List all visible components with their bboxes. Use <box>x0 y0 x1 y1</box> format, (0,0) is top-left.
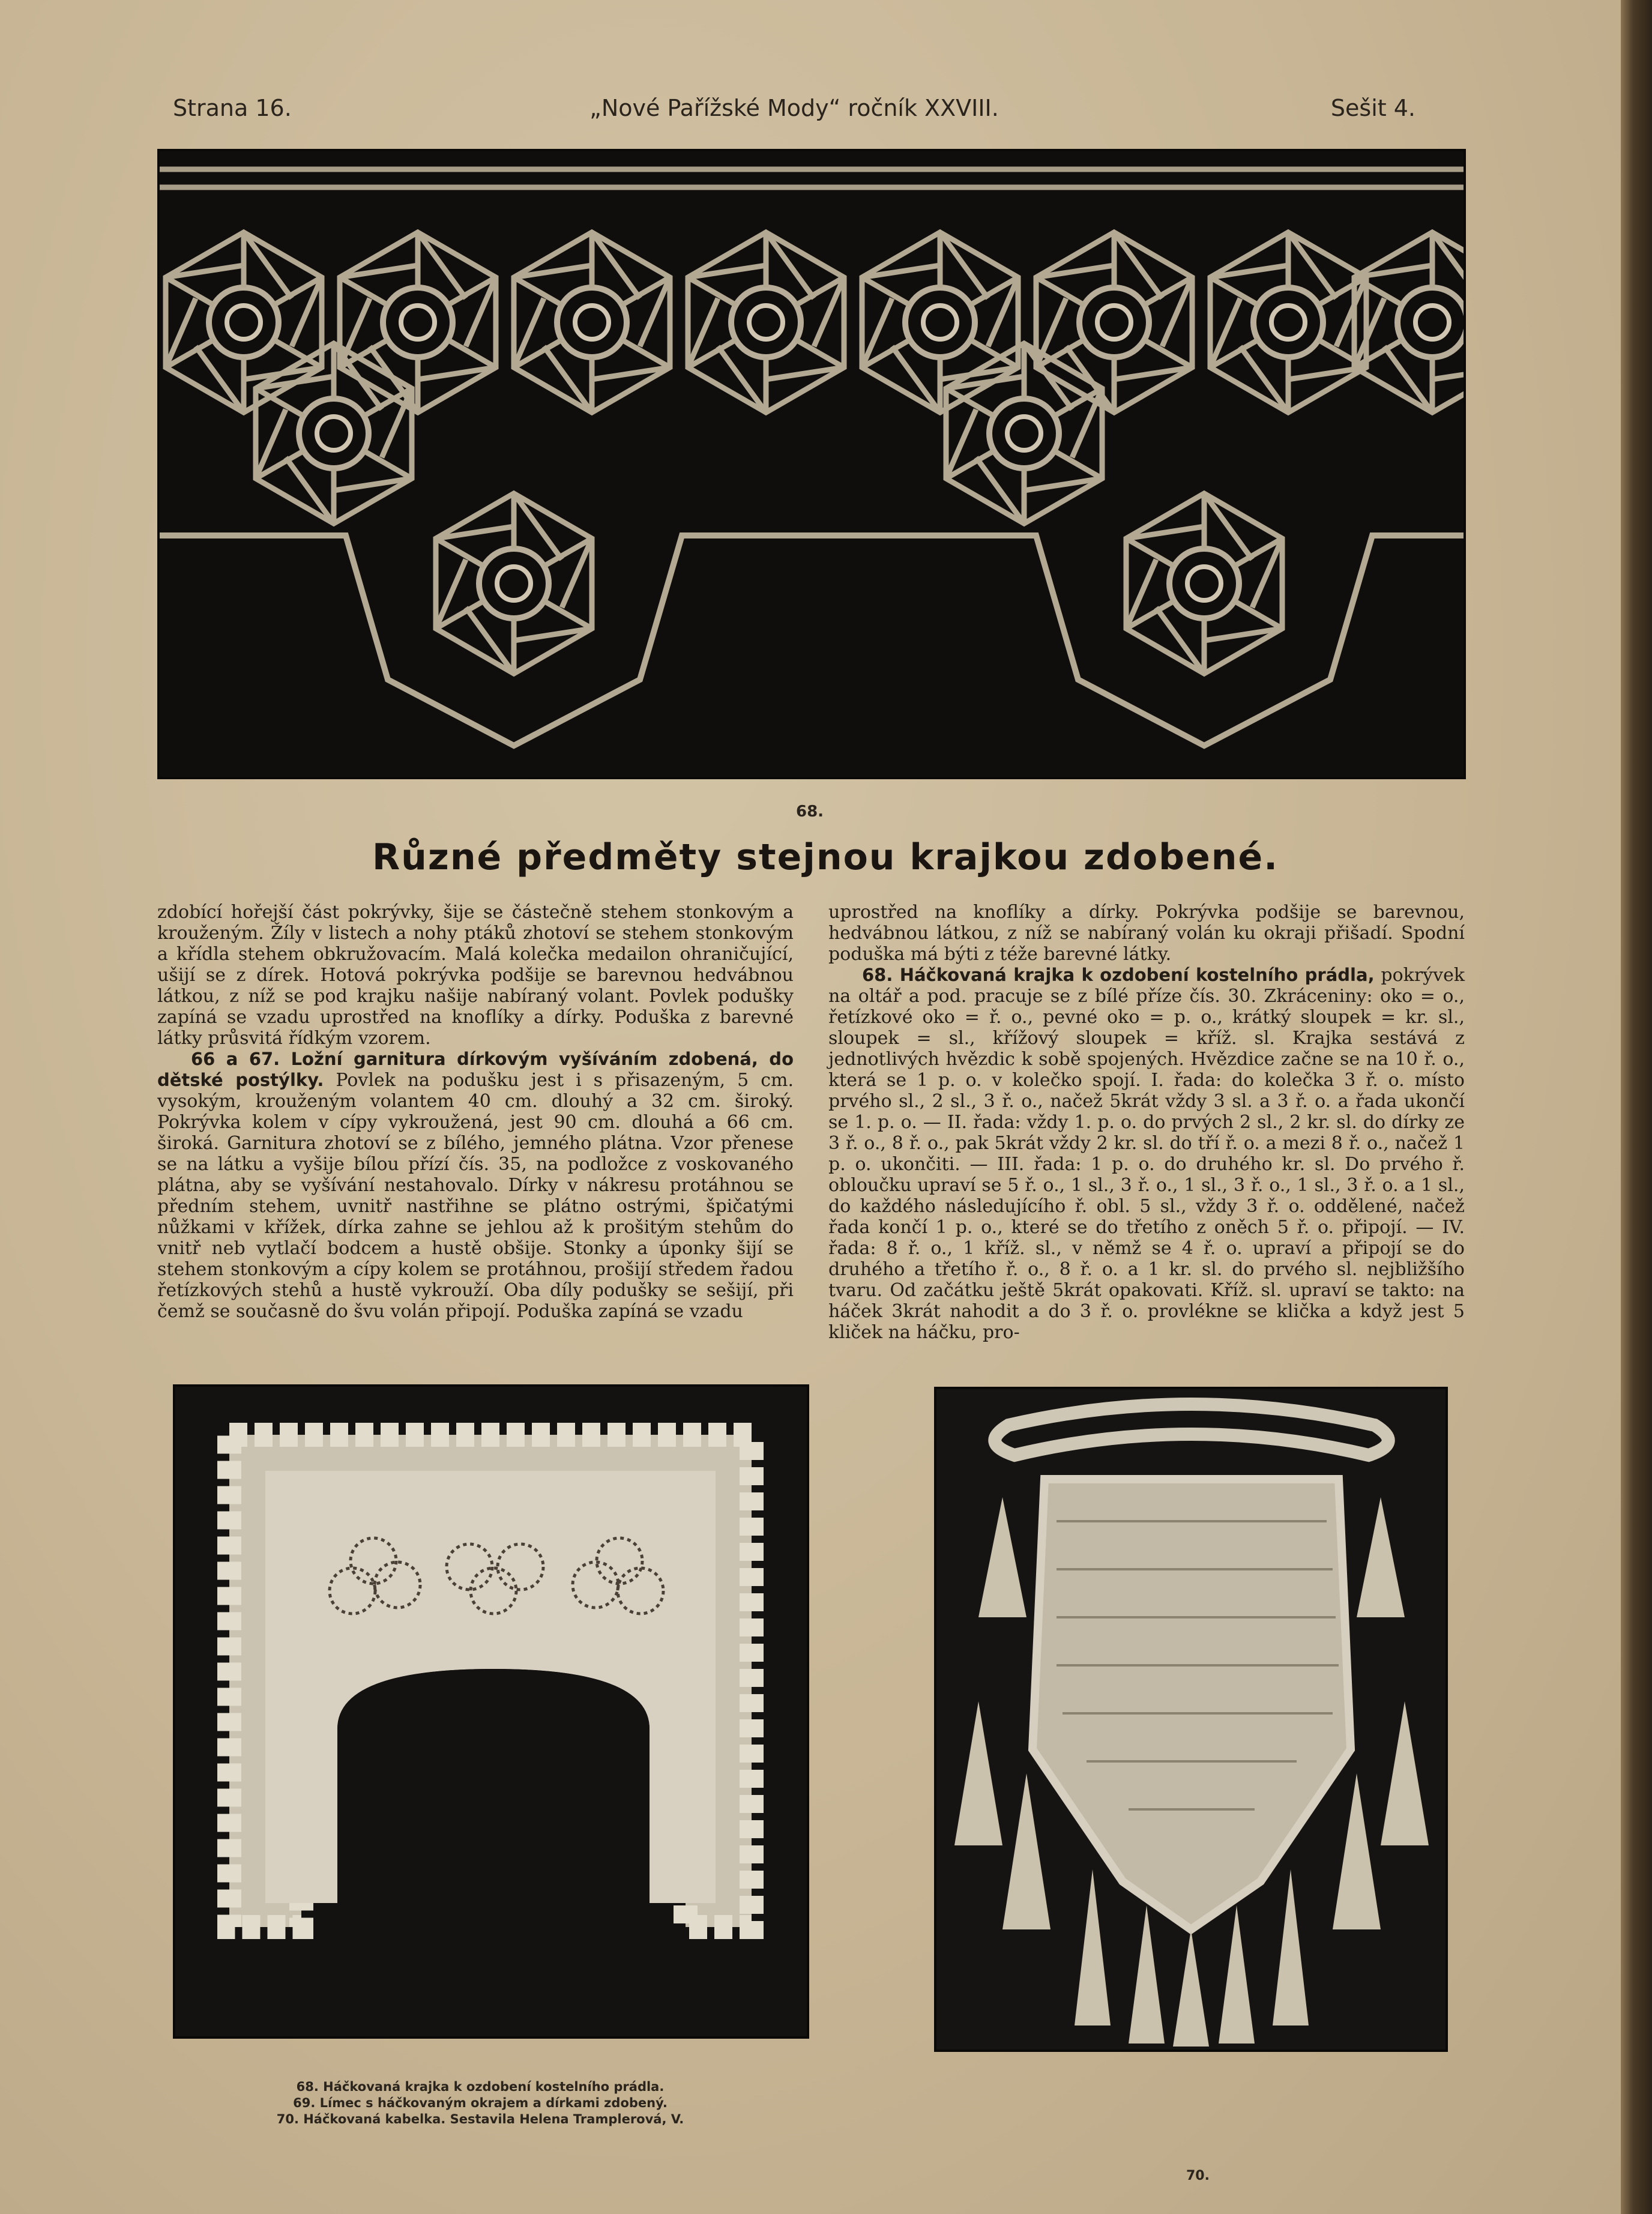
paragraph <box>157 1049 794 1322</box>
figure-number-68: 68. <box>796 803 824 821</box>
running-head <box>173 95 1415 131</box>
paragraph <box>828 965 1465 1343</box>
crochet-lace-border-photo <box>157 149 1466 779</box>
caption-70: 70. Háčkovaná kabelka. Sestavila Helena Tramplerová, V. <box>276 2112 684 2126</box>
figure-number-70: 70. <box>1186 2168 1210 2183</box>
paragraph-body: pokrývek na oltář a pod. pracuje se z bílé příze čís. 30. Zkráceniny: oko = o., řetízkové oko = ř. o., pevné oko = p. o., krátký sloupek = kr. sl., sloupek = sl., křížový sloupek = kříž. sl. Krajka sestává z jednotlivých hvězdic k sobě spojených. Hvězdice začne se na 10 ř. o., která se 1 p. o. v kolečko spojí. I. řada: do kolečka 3 ř. o. místo prvého sl., 2 sl., 3 ř. o., načež 5krát vždy 3 sl. a 3 ř. o. a řada ukončí se 1. p. o. — II. řada: vždy 1. p. o. do prvých 2 sl., 2 kr. sl. do dírky ze 3 ř. o., 8 ř. o., pak 5krát vždy 2 kr. sl. do tří ř. o. a mezi 8 ř. o., načež 1 p. o. ukončiti. — III. řada: 1 p. o. do druhého kr. sl. Do prvého ř. obloučku upraví se 5 ř. o., 1 sl., 3 ř. o., 1 sl., 3 ř. o., 1 sl., 3 ř. o. a 1 sl., do každého následujícího ř. obl. 5 sl., vždy 3 ř. o. oddělené, načež řada končí 1 p. o., které se do třetího z oněch 5 ř. o. připojí. — IV. řada: 8 ř. o., 1 kříž. sl., v němž se 4 ř. o. upraví a připojí se do druhého a třetího ř. o., 8 ř. o. a 1 kr. sl. do prvého sl. nejbližšího tvaru. Od začátku ještě 5krát opakovati. Kříž. sl. upraví se takto: na háček 3krát nahodit a do 3 ř. o. provlékne se klička a když jest 5 kliček na háčku, pro- <box>828 965 1465 1343</box>
lace-border-illustration <box>160 151 1464 777</box>
paragraph-heading: 66 a 67. Ložní garnitura dírkovým vyšíváním zdobená, do dětské postýlky. <box>157 1049 794 1090</box>
text-column-left <box>157 902 794 1322</box>
caption-69: 69. Límec s háčkovaným okrajem a dírkami zdobený. <box>293 2096 668 2110</box>
paragraph: uprostřed na knoflíky a dírky. Pokrývka podšije se barevnou, hedvábnou látkou, z níž se nabíraný volán ku okraji přišadí. Spodní poduška má býti z téže barevné látky. <box>828 902 1465 965</box>
paragraph: zdobící hořejší část pokrývky, šije se částečně stehem stonkovým a krouženým. Žíly v listech a nohy ptáků zhotoví se stehem stonkovým a křídla stehem obkružovacím. Malá kolečka medailon ohraničující, ušijí se z dírek. Hotová pokrývka podšije se barevnou hedvábnou látkou, z níž se pod krajku našije nabíraný volant. Povlek podušky zapíná se vzadu uprostřed na knoflíky a dírky. Poduška z barevné látky průsvitá řídkým vzorem. <box>157 902 794 1049</box>
text-column-right <box>828 902 1465 1343</box>
caption-68: 68. Háčkovaná krajka k ozdobení kostelního prádla. <box>296 2080 665 2094</box>
paragraph-body: Povlek na podušku jest i s přisazeným, 5 cm. vysokým, krouženým volantem 40 cm. dlouhý a 32 cm. široký. Pokrývka kolem v cípy vykroužená, jest 90 cm. dlouhá a 66 cm. široká. Garnitura zhotoví se z bílého, jemného plátna. Vzor přenese se na látku a vyšije bílou přízí čís. 35, na podložce z voskovaného plátna, aby se vyšívání nestahovalo. Dírky v nákresu protáhnou se předním stehem, uvnitř nastřihne se plátno ostrými, špičatými nůžkami v křížek, dírka zahne se jehlou až k prošitým stehům do vnitř neb vytlačí bodcem a hustě obšije. Stonky a úponky šijí se stehem stonkovým a cípy kolem se protáhnou, prošijí středem řadou řetízkových stehů a hustě vykrouží. Oba díly podušky se sešijí, při čemž se současně do švu volán připojí. Poduška zapíná se vzadu <box>157 1070 794 1322</box>
figure-captions <box>180 2079 780 2128</box>
crochet-bag-photo <box>934 1387 1448 2052</box>
collar-illustration <box>175 1387 807 2036</box>
bag-illustration <box>936 1389 1446 2050</box>
book-spine-edge <box>1621 0 1652 2214</box>
paragraph-heading: 68. Háčkovaná krajka k ozdobení kostelního prádla, <box>862 965 1375 985</box>
page-number: Strana 16. <box>173 95 292 121</box>
article-headline: Různé předměty stejnou krajkou zdobené. <box>372 836 1279 878</box>
issue-number: Sešit 4. <box>1330 95 1415 121</box>
magazine-title: „Nové Pařížské Mody“ ročník XXVIII. <box>589 95 999 121</box>
collar-photo <box>173 1384 809 2039</box>
